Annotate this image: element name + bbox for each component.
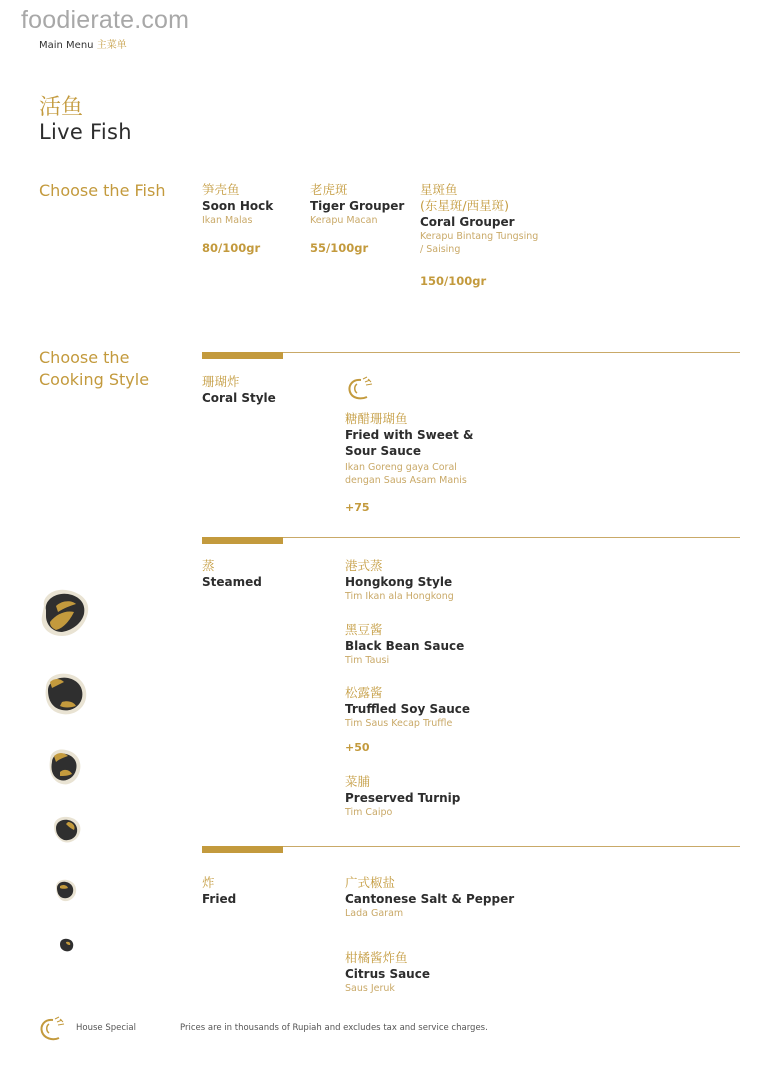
fish-id-alt: / Saising [420,244,461,255]
dish-en: Cantonese Salt & Pepper [345,892,515,906]
fish-price: 80/100gr [202,241,261,255]
dish-id: Saus Jeruk [345,983,395,994]
page-title-cn: 活鱼 [39,95,84,120]
fish-en: Tiger Grouper [310,199,405,213]
dish-en: Citrus Sauce [345,967,430,981]
fish-tiger-grouper [310,182,404,255]
decorative-blob [36,586,94,640]
style-en: Fried [202,892,237,906]
style-cn: 炸 [202,875,215,890]
decorative-blob [57,936,77,954]
fish-price: 150/100gr [420,274,487,288]
dish-hongkong [345,558,454,603]
dish-cn: 柑橘酱炸鱼 [345,950,408,965]
dish-id: Tim Saus Kecap Truffle [345,718,453,729]
style-fried [202,875,236,907]
dish-en: Sour Sauce [345,444,422,458]
style-en: Coral Style [202,391,276,405]
fish-cn: 星斑鱼 [420,182,458,197]
dish-truffled-soy [345,685,470,754]
dish-en: Preserved Turnip [345,791,461,805]
house-special-label: House Special [76,1023,136,1033]
dish-id: Lada Garam [345,908,404,919]
dish-id: dengan Saus Asam Manis [345,475,467,486]
dish-en: Hongkong Style [345,575,453,589]
decorative-blob [50,814,84,846]
dish-id: Tim Caipo [345,807,393,818]
choose-cooking-heading [39,347,149,391]
fish-cn: 笋壳鱼 [202,182,240,197]
fish-en: Soon Hock [202,199,274,213]
style-coral [202,374,276,406]
dish-id: Tim Tausi [345,655,390,666]
fish-soon-hock [202,182,273,255]
dish-salt-pepper [345,875,514,920]
main-menu-en: Main Menu [39,40,94,51]
main-menu-label [39,38,127,54]
decorative-blob [52,877,80,905]
page-title: Live Fish [39,120,132,144]
fish-id: Kerapu Bintang Tungsing [420,231,539,242]
dish-id: Ikan Goreng gaya Coral [345,462,457,473]
decorative-blob [40,670,90,718]
fish-price: 55/100gr [310,241,369,255]
fish-id: Ikan Malas [202,215,253,226]
divider-accent [202,352,283,359]
dish-cn: 广式椒盐 [345,875,396,890]
dish-sweet-sour [345,411,473,514]
decorative-blob [44,746,84,788]
dish-en: Truffled Soy Sauce [345,702,471,716]
dish-cn: 港式蒸 [345,558,383,573]
fish-cn: 老虎斑 [310,182,348,197]
house-special-icon [37,1015,71,1045]
heading-line: Cooking Style [39,370,150,389]
dish-id: Tim Ikan ala Hongkong [345,591,454,602]
style-cn: 蒸 [202,558,215,573]
dish-price: +50 [345,741,370,754]
dish-black-bean [345,622,464,667]
style-cn: 珊瑚炸 [202,374,240,389]
dish-cn: 黑豆酱 [345,622,383,637]
watermark: foodierate.com [21,6,190,34]
dish-cn: 松露酱 [345,685,383,700]
dish-price: +75 [345,501,370,514]
house-special-icon [345,375,379,403]
style-en: Steamed [202,575,262,589]
fish-en: Coral Grouper [420,215,515,229]
heading-line: Choose the [39,348,130,367]
dish-cn: 菜脯 [345,774,371,789]
dish-cn: 糖醋珊瑚鱼 [345,411,408,426]
dish-en: Black Bean Sauce [345,639,465,653]
style-steamed [202,558,262,590]
choose-fish-heading: Choose the Fish [39,181,166,200]
divider-accent [202,537,283,544]
main-menu-cn: 主菜单 [96,40,127,51]
fish-coral-grouper [420,182,538,288]
price-note: Prices are in thousands of Rupiah and excludes tax and service charges. [180,1023,488,1033]
fish-id: Kerapu Macan [310,215,378,226]
dish-citrus [345,950,430,995]
dish-en: Fried with Sweet & [345,428,474,442]
dish-preserved-turnip [345,774,460,819]
fish-cn-alt: (东星斑/西星斑) [420,198,509,213]
divider-accent [202,846,283,853]
